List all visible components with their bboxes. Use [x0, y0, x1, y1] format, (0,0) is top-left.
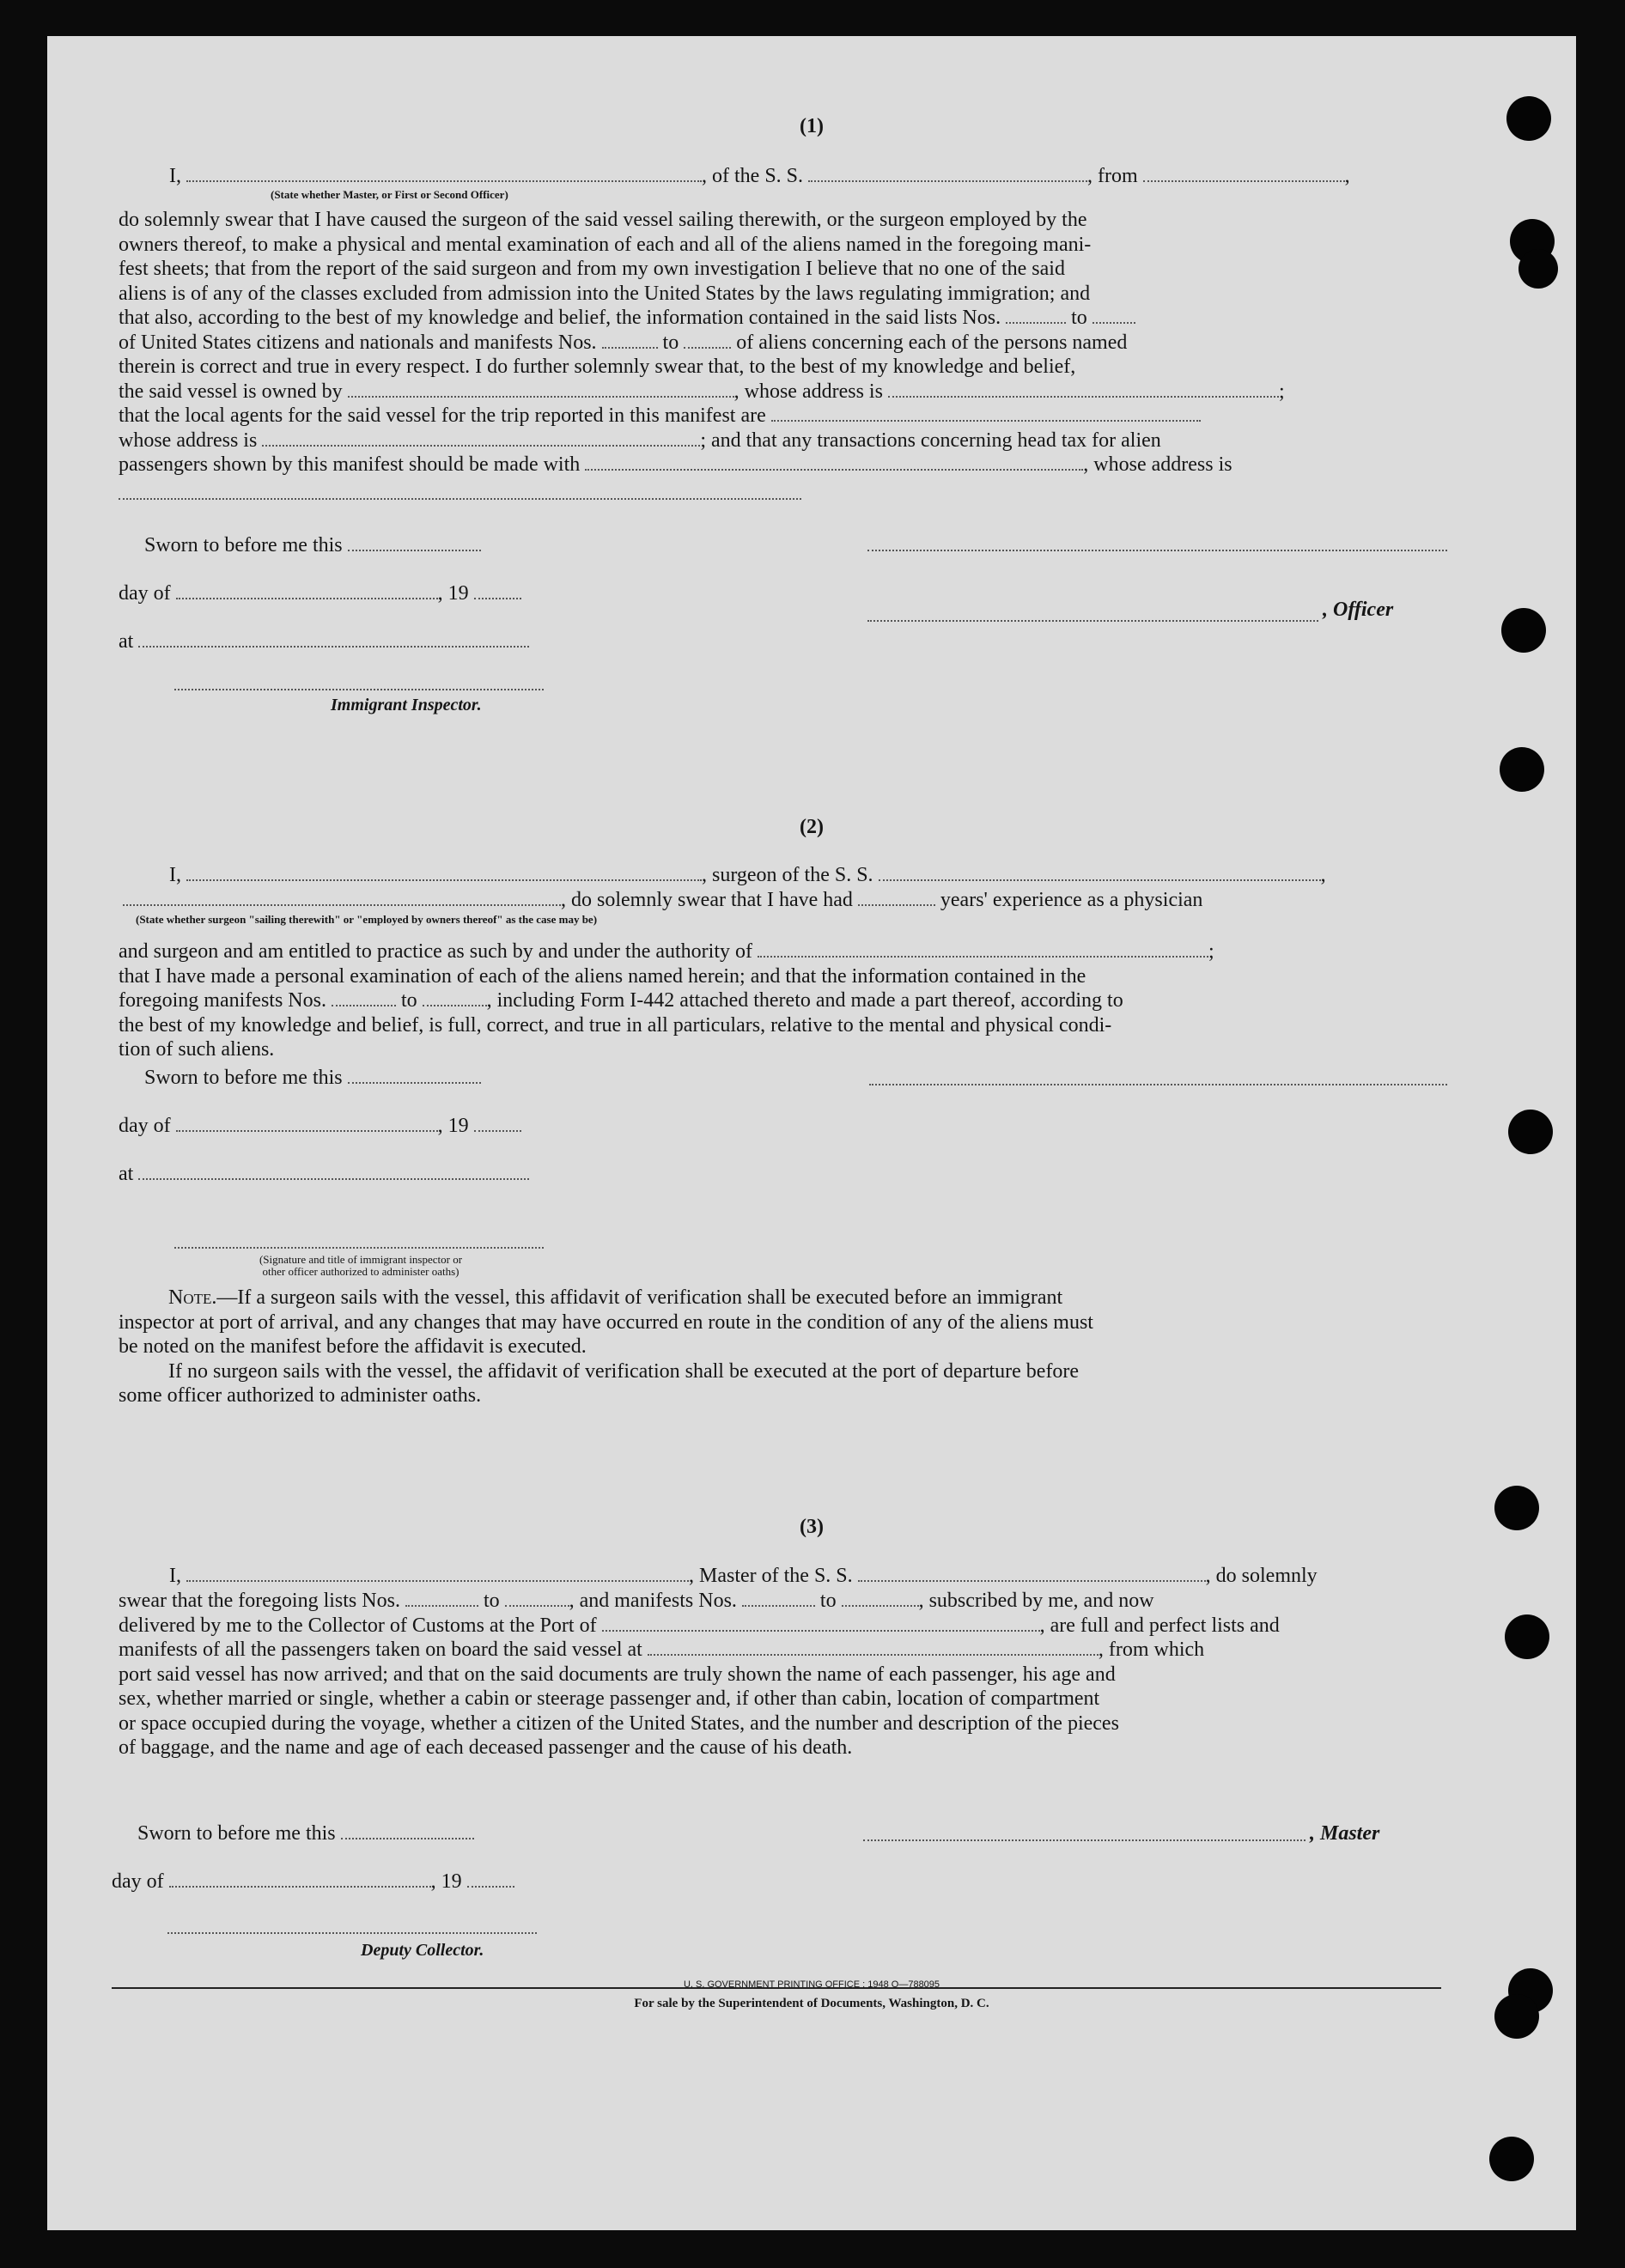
- s1-line-7: therein is correct and true in every respect. I do further solemnly swear that, to the best of my knowledge and belief,: [119, 356, 1076, 378]
- s1-inspector-signature-line[interactable]: [174, 689, 544, 690]
- s2-note-line-5: some officer authorized to administer oaths.: [119, 1384, 482, 1407]
- s1-oath-text: [119, 208, 1450, 477]
- punch-hole-icon: [1505, 1614, 1549, 1659]
- s2-manifests-from-field[interactable]: [332, 1004, 396, 1006]
- s1-of-ss-label: , of the S. S.: [702, 165, 804, 187]
- section-2-number: (2): [800, 816, 824, 838]
- s3-ship-field[interactable]: [858, 1579, 1206, 1582]
- s2-line-3: foregoing manifests Nos. to , including Form I-442 attached thereto and made a part thereof, according to: [119, 989, 1123, 1012]
- s1-at-field[interactable]: [138, 645, 529, 648]
- s3-master-signature-line[interactable]: [863, 1839, 1305, 1841]
- s1-lists-from-field[interactable]: [1006, 321, 1066, 324]
- sale-notice: For sale by the Superintendent of Documents, Washington, D. C.: [634, 1997, 989, 2010]
- s1-line-6: of United States citizens and nationals and manifests Nos. to of aliens concerning each of the persons named: [119, 331, 1128, 354]
- s2-surgeon-ss-label: , surgeon of the S. S.: [702, 864, 873, 886]
- punch-hole-icon: [1506, 96, 1551, 141]
- punch-hole-icon: [1508, 1110, 1553, 1154]
- s3-manifests-to-field[interactable]: [842, 1604, 919, 1607]
- s1-sworn-day-field[interactable]: [348, 549, 481, 551]
- s1-manifests-from-field[interactable]: [602, 346, 658, 349]
- s1-ship-field[interactable]: [808, 179, 1087, 182]
- s3-month-field[interactable]: [169, 1885, 431, 1888]
- s3-oath-text: [119, 1589, 1450, 1760]
- s2-at-label: at: [119, 1163, 134, 1185]
- s1-year-label: , 19: [437, 582, 469, 605]
- s3-sworn-day-field[interactable]: [341, 1837, 474, 1839]
- s3-lists-from-field[interactable]: [405, 1604, 478, 1607]
- s3-line-3: manifests of all the passengers taken on board the said vessel at , from which: [119, 1639, 1205, 1661]
- s2-capacity-field[interactable]: [123, 903, 561, 906]
- punch-hole-icon: [1489, 2137, 1534, 2181]
- s2-authority-field[interactable]: [758, 955, 1208, 958]
- s1-officer-label: , Officer: [1323, 599, 1394, 621]
- s2-name-field[interactable]: [186, 879, 702, 881]
- s1-line-10: whose address is ; and that any transactions concerning head tax for alien: [119, 429, 1161, 452]
- s2-years-field[interactable]: [858, 903, 935, 906]
- s2-day-of-label: day of: [119, 1115, 171, 1137]
- s3-do-solemnly-label: , do solemnly: [1205, 1565, 1318, 1587]
- s1-manifests-to-field[interactable]: [684, 346, 731, 349]
- s2-i-label: I,: [169, 864, 181, 886]
- s3-line-1: swear that the foregoing lists Nos. to , and manifests Nos. to , subscribed by me, and now: [119, 1590, 1154, 1612]
- s2-oath-text: [119, 939, 1450, 1062]
- s2-at-field[interactable]: [138, 1177, 529, 1180]
- s2-do-swear-label: , do solemnly swear that I have had: [561, 889, 853, 911]
- footer-rule: [112, 1987, 1441, 1989]
- s2-capacity-note: (State whether surgeon "sailing therewith" or "employed by owners thereof" as the case may be): [136, 913, 598, 926]
- s2-note-line-4: If no surgeon sails with the vessel, the affidavit of verification shall be executed at the port of departure before: [168, 1359, 1080, 1383]
- s3-name-field[interactable]: [186, 1579, 689, 1582]
- s1-line-9: that the local agents for the said vessel for the trip reported in this manifest are: [119, 404, 1450, 429]
- punch-hole-icon: [1494, 1994, 1539, 2039]
- s3-line-7: of baggage, and the name and age of each deceased passenger and the cause of his death.: [119, 1736, 853, 1759]
- s3-lists-to-field[interactable]: [505, 1604, 569, 1607]
- s3-line-2: delivered by me to the Collector of Customs at the Port of , are full and perfect lists and: [119, 1614, 1280, 1637]
- s2-line-4: the best of my knowledge and belief, is full, correct, and true in all particulars, relative to the mental and physical condi-: [119, 1013, 1112, 1037]
- s1-month-field[interactable]: [176, 597, 438, 599]
- s1-line-1: do solemnly swear that I have caused the surgeon of the said vessel sailing therewith, or the surgeon employed by the: [119, 209, 1087, 231]
- s1-officer-signature-line[interactable]: [867, 550, 1447, 551]
- s2-manifests-to-field[interactable]: [423, 1004, 487, 1006]
- s2-inspector-signature-line[interactable]: [174, 1247, 544, 1249]
- punch-hole-icon: [1494, 1486, 1539, 1530]
- s1-line-3: fest sheets; that from the report of the said surgeon and from my own investigation I believe that no one of the said: [119, 258, 1065, 280]
- s3-line-6: or space occupied during the voyage, whether a citizen of the United States, and the number and description of the pieces: [119, 1712, 1119, 1735]
- s1-inspector-label: Immigrant Inspector.: [331, 696, 482, 714]
- s2-years-label: years' experience as a physician: [940, 889, 1203, 911]
- s1-head-tax-field[interactable]: [585, 468, 1083, 471]
- s3-day-of-label: day of: [112, 1870, 164, 1893]
- s3-i-label: I,: [169, 1565, 181, 1587]
- section-1-number: (1): [800, 115, 824, 137]
- s3-port-field[interactable]: [602, 1629, 1040, 1632]
- s1-lists-to-field[interactable]: [1092, 321, 1135, 324]
- s3-line-5: sex, whether married or single, whether a cabin or steerage passenger and, if other than cabin, location of compartment: [119, 1687, 1100, 1710]
- s1-line-4: aliens is of any of the classes excluded from admission into the United States by the laws regulating immigration; and: [119, 282, 1091, 305]
- s2-line-2: that I have made a personal examination of each of the aliens named herein; and that the information contained in the: [119, 964, 1086, 988]
- s2-ship-field[interactable]: [879, 879, 1321, 881]
- s1-at-label: at: [119, 630, 134, 653]
- s1-line-8: the said vessel is owned by , whose address is ;: [119, 380, 1285, 403]
- s1-i-label: I,: [169, 165, 181, 187]
- punch-hole-icon: [1518, 249, 1558, 289]
- form-page: (1) I, , of the S. S. , from , (State whether Master, or First or Second Officer) do solemnly swear that I have caused the surgeon of the said vessel sailing therewith, or the surgeon employed by the owners thereof, to make a physical and mental examination of each and all of the aliens named in the foregoing mani- fest sheets; that from the report of the said surgeon and from my own investigation I believe that no one of the said aliens is of any of the classes excluded from admission into the United States by the laws regulating immigration; and that also, according to the best of my knowledge and belief, the information contained in the said lists Nos. to of United States citizens and nationals and manifests Nos. to of aliens concerning each of the persons named therein is correct and true in every respect. I do further solemnly swear that, to the best of my knowledge and belief, the said vessel is owned by , whose address is ; that the local agents for the said vessel for the trip reported in this manifest are whose address is ; and that any transactions concerning head tax for alien passengers shown by this manifest should be made with , whose address is Sworn to before me this day of , 19 , Officer at Immigrant Inspector. (2) I, , surgeon of the S. S. , , do solemnly swear that I have had years' experience as a physician (State whether surgeon "sailing therewith" or "employed by owners thereof" as the case may be) and surgeon and am entitled to practice as such by and under the authority of ; that I have made a personal examination of each of the aliens named herein; and that the information contained in the foregoing manifests Nos. to , including Form I-442 attached thereto and made a part thereof, according to the best of my knowledge and belief, is full, correct, and true in all particulars, relative to the mental and physical condi- tion of such aliens. Sworn to before me this day of , 19 at (Signature and title of immigrant inspector or other officer authorized to administer oaths) Note.—If a surgeon sails with the vessel, this affidavit of verification shall be executed before an immigrant inspector at port of arrival, and any changes that may have occurred en route in the condition of any of the aliens must be noted on the manifest before the affidavit is executed. If no surgeon sails with the vessel, the affidavit of verification shall be executed at the port of departure before some officer authorized to administer oaths. (3) I, , Master of the S. S. , do solemnly swear that the foregoing lists Nos. to , and manifests Nos. to , subscribed by me, and now delivered by me to the Collector of Customs at the Port of , are full and perfect lists and manifests of all the passengers taken on board the said vessel at , from which port said vessel has now arrived; and that on the said documents are truly shown the name of each passenger, his age and sex, whether married or single, whether a cabin or steerage passenger and, if other than cabin, location of compartment or space occupied during the voyage, whether a citizen of the United States, and the number and description of the pieces of baggage, and the name and age of each deceased passenger and the cause of his death. Sworn to before me this , Master day of , 19 Deputy Collector. U. S. GOVERNMENT PRINTING OFFICE : 1948 O—788095 For sale by the Superintendent of Documents, Washington, D. C.: [47, 36, 1576, 2230]
- s3-master-label: , Master: [1310, 1822, 1380, 1845]
- s3-year-field[interactable]: [467, 1885, 514, 1888]
- s1-name-field[interactable]: [186, 179, 702, 182]
- s2-surgeon-signature-line[interactable]: [869, 1084, 1447, 1085]
- s3-master-ss-label: , Master of the S. S.: [689, 1565, 853, 1587]
- s1-line-11: passengers shown by this manifest should be made with , whose address is: [119, 453, 1232, 476]
- s2-line-1: and surgeon and am entitled to practice as such by and under the authority of ;: [119, 940, 1214, 963]
- s2-year-label: , 19: [437, 1115, 469, 1137]
- s2-month-field[interactable]: [176, 1129, 438, 1132]
- s2-line-5: tion of such aliens.: [119, 1038, 275, 1061]
- s3-manifests-from-field[interactable]: [742, 1604, 815, 1607]
- s1-agents-field[interactable]: [771, 419, 1201, 422]
- s3-departure-field[interactable]: [648, 1653, 1099, 1656]
- s1-address-line[interactable]: [119, 498, 801, 500]
- s1-master-note: (State whether Master, or First or Second Officer): [271, 188, 508, 201]
- s3-year-label: , 19: [430, 1870, 462, 1893]
- s1-day-of-label: day of: [119, 582, 171, 605]
- s2-signature-note: (Signature and title of immigrant inspector or other officer authorized to administer oaths): [259, 1253, 463, 1278]
- s2-note-block: [119, 1286, 1450, 1408]
- punch-hole-icon: [1501, 608, 1546, 653]
- s1-from-label: , from: [1087, 165, 1138, 187]
- s2-note-line-2: inspector at port of arrival, and any changes that may have occurred en route in the condition of any of the aliens must: [119, 1310, 1093, 1334]
- s3-sworn-label: Sworn to before me this: [137, 1822, 336, 1845]
- s1-agents-address-field[interactable]: [262, 444, 700, 447]
- s2-note-line-1: Note.—If a surgeon sails with the vessel, this affidavit of verification shall be executed before an immigrant: [168, 1286, 1063, 1309]
- s2-note-line-3: be noted on the manifest before the affidavit is executed.: [119, 1335, 587, 1358]
- s1-line-2: owners thereof, to make a physical and mental examination of each and all of the aliens named in the foregoing mani-: [119, 233, 1092, 256]
- gpo-imprint: U. S. GOVERNMENT PRINTING OFFICE : 1948 O—788095: [683, 1979, 940, 1990]
- s1-from-field[interactable]: [1143, 179, 1345, 182]
- punch-hole-icon: [1500, 747, 1544, 792]
- s2-sworn-day-field[interactable]: [348, 1081, 481, 1084]
- s1-owner-address-field[interactable]: [888, 395, 1279, 398]
- s1-officer-title-line[interactable]: [867, 620, 1318, 622]
- s3-line-4: port said vessel has now arrived; and that on the said documents are truly shown the name of each passenger, his age and: [119, 1663, 1116, 1686]
- section-3-number: (3): [800, 1516, 824, 1538]
- s1-line-5: that also, according to the best of my knowledge and belief, the information contained in the said lists Nos. to: [119, 306, 1450, 331]
- s1-owner-field[interactable]: [348, 395, 734, 398]
- s1-year-field[interactable]: [474, 597, 521, 599]
- s3-collector-signature-line[interactable]: [167, 1932, 537, 1934]
- s2-sworn-label: Sworn to before me this: [144, 1067, 343, 1089]
- s3-deputy-label: Deputy Collector.: [361, 1941, 484, 1960]
- s2-year-field[interactable]: [474, 1129, 521, 1132]
- s1-sworn-label: Sworn to before me this: [144, 534, 343, 556]
